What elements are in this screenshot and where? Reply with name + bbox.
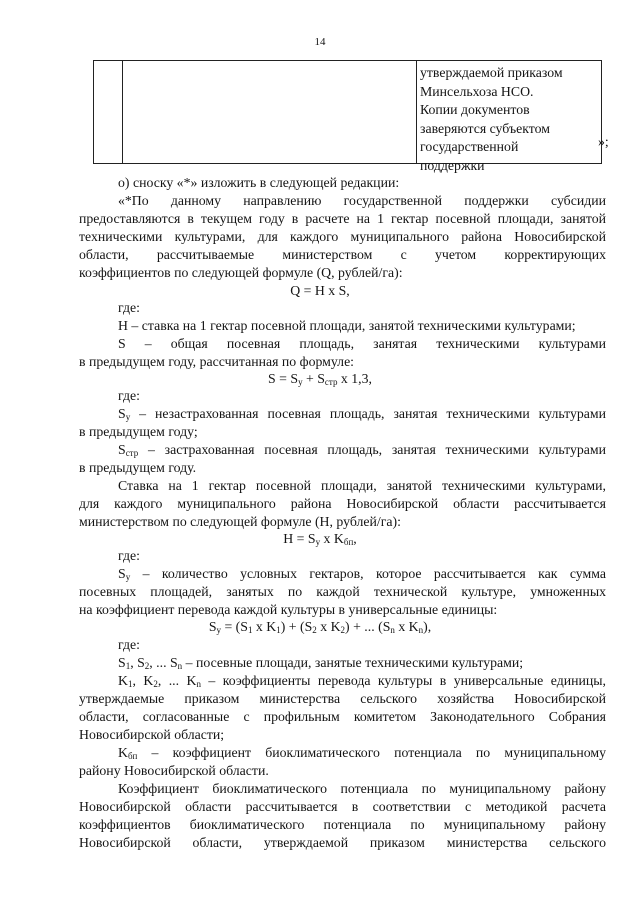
- sy-sum-definition: $S_у$ – количество условных гектаров, которое рассчитывается как сумма: [118, 566, 606, 582]
- page-number: 14: [314, 36, 326, 48]
- kn-definition-cont: утверждаемые приказом министерства сельского хозяйства Новосибирской: [79, 691, 606, 706]
- instruction-paragraph: о) сноску «*» изложить в следующей редакции:: [118, 175, 400, 190]
- formula-h: $H = S_у$ x $K_{бп}$,: [283, 531, 357, 547]
- formula-sy: $S_у = (S_1$ x $K_1) + (S_2$ x $K_2$) + ... ($S_n$ x $K_n$),: [208, 619, 432, 635]
- table-column-divider: [416, 61, 417, 163]
- footnote-line: коэффициентов по следующей формуле (Q, рублей/га):: [79, 265, 403, 280]
- s-definition-cont: в предыдущем году, рассчитанная по формуле:: [79, 354, 355, 369]
- sstr-definition: $S_{стр}$ – застрахованная посевная площадь, занятая техническими культурами: [118, 442, 606, 458]
- kn-definition-cont: Новосибирской области;: [79, 727, 225, 742]
- formula-q: Q = H x S,: [290, 283, 350, 298]
- where-label: где:: [118, 388, 140, 403]
- rate-paragraph: министерством по следующей формуле (H, рублей/га):: [79, 514, 401, 529]
- footnote-line: техническими культурами, для каждого муниципального района Новосибирской: [79, 229, 606, 244]
- table-closing-quote: »;: [598, 134, 609, 149]
- rate-paragraph: для каждого муниципального района Новосибирской области рассчитывается: [79, 496, 606, 511]
- h-definition: H – ставка на 1 гектар посевной площади, занятой техническими культурами;: [118, 318, 576, 333]
- sstr-definition-cont: в предыдущем году.: [79, 460, 197, 475]
- formula-s: $S = S_у + S_{стр}$ x 1,3,: [268, 371, 372, 387]
- bioclimatic-paragraph: коэффициентов биоклиматического потенциала по муниципальному району: [79, 817, 606, 832]
- s-definition: S – общая посевная площадь, занятая техническими культурами: [118, 336, 606, 351]
- sy-definition: $S_у$ – незастрахованная посевная площадь, занятая техническими культурами: [118, 406, 606, 422]
- table-cell-text: утверждаемой приказом Минсельхоза НСО. Копии документов заверяются субъектом государственной поддержки: [420, 65, 563, 173]
- where-label: где:: [118, 300, 140, 315]
- footnote-line: предоставляются в текущем году в расчете на 1 гектар посевной площади, занятой: [79, 211, 606, 226]
- bioclimatic-paragraph: Коэффициент биоклиматического потенциала по муниципальному району: [118, 781, 606, 796]
- table-column-divider: [122, 61, 123, 163]
- footnote-line: «*По данному направлению государственной поддержки субсидии: [118, 193, 606, 208]
- kn-definition: $K_1$, $K_2$, ... $K_n$ – коэффициенты перевода культуры в универсальные единицы,: [118, 673, 606, 689]
- table-fragment: [93, 60, 602, 173]
- where-label: где:: [118, 548, 140, 563]
- kbp-definition-cont: району Новосибирской области.: [79, 763, 269, 778]
- sn-definition: $S_1$, $S_2$, ... $S_n$ – посевные площади, занятые техническими культурами;: [118, 655, 524, 671]
- bioclimatic-paragraph: Новосибирской области рассчитывается в соответствии с методикой расчета: [79, 799, 606, 814]
- where-label: где:: [118, 637, 140, 652]
- rate-paragraph: Ставка на 1 гектар посевной площади, занятой техническими культурами,: [118, 478, 606, 493]
- sy-sum-definition-cont: посевных площадей, занятых по каждой технической культуре, умноженных: [79, 584, 606, 599]
- kbp-definition: $K_{бп}$ – коэффициент биоклиматического потенциала по муниципальному: [118, 745, 606, 761]
- sy-sum-definition-cont: на коэффициент перевода каждой культуры в универсальные единицы:: [79, 602, 498, 617]
- bioclimatic-paragraph: Новосибирской области, утверждаемой приказом министерства сельского: [79, 835, 606, 850]
- footnote-line: области, рассчитываемые министерством с учетом корректирующих: [79, 247, 606, 262]
- kn-definition-cont: области, согласованные с профильным комитетом Законодательного Собрания: [79, 709, 606, 724]
- sy-definition-cont: в предыдущем году;: [79, 424, 198, 439]
